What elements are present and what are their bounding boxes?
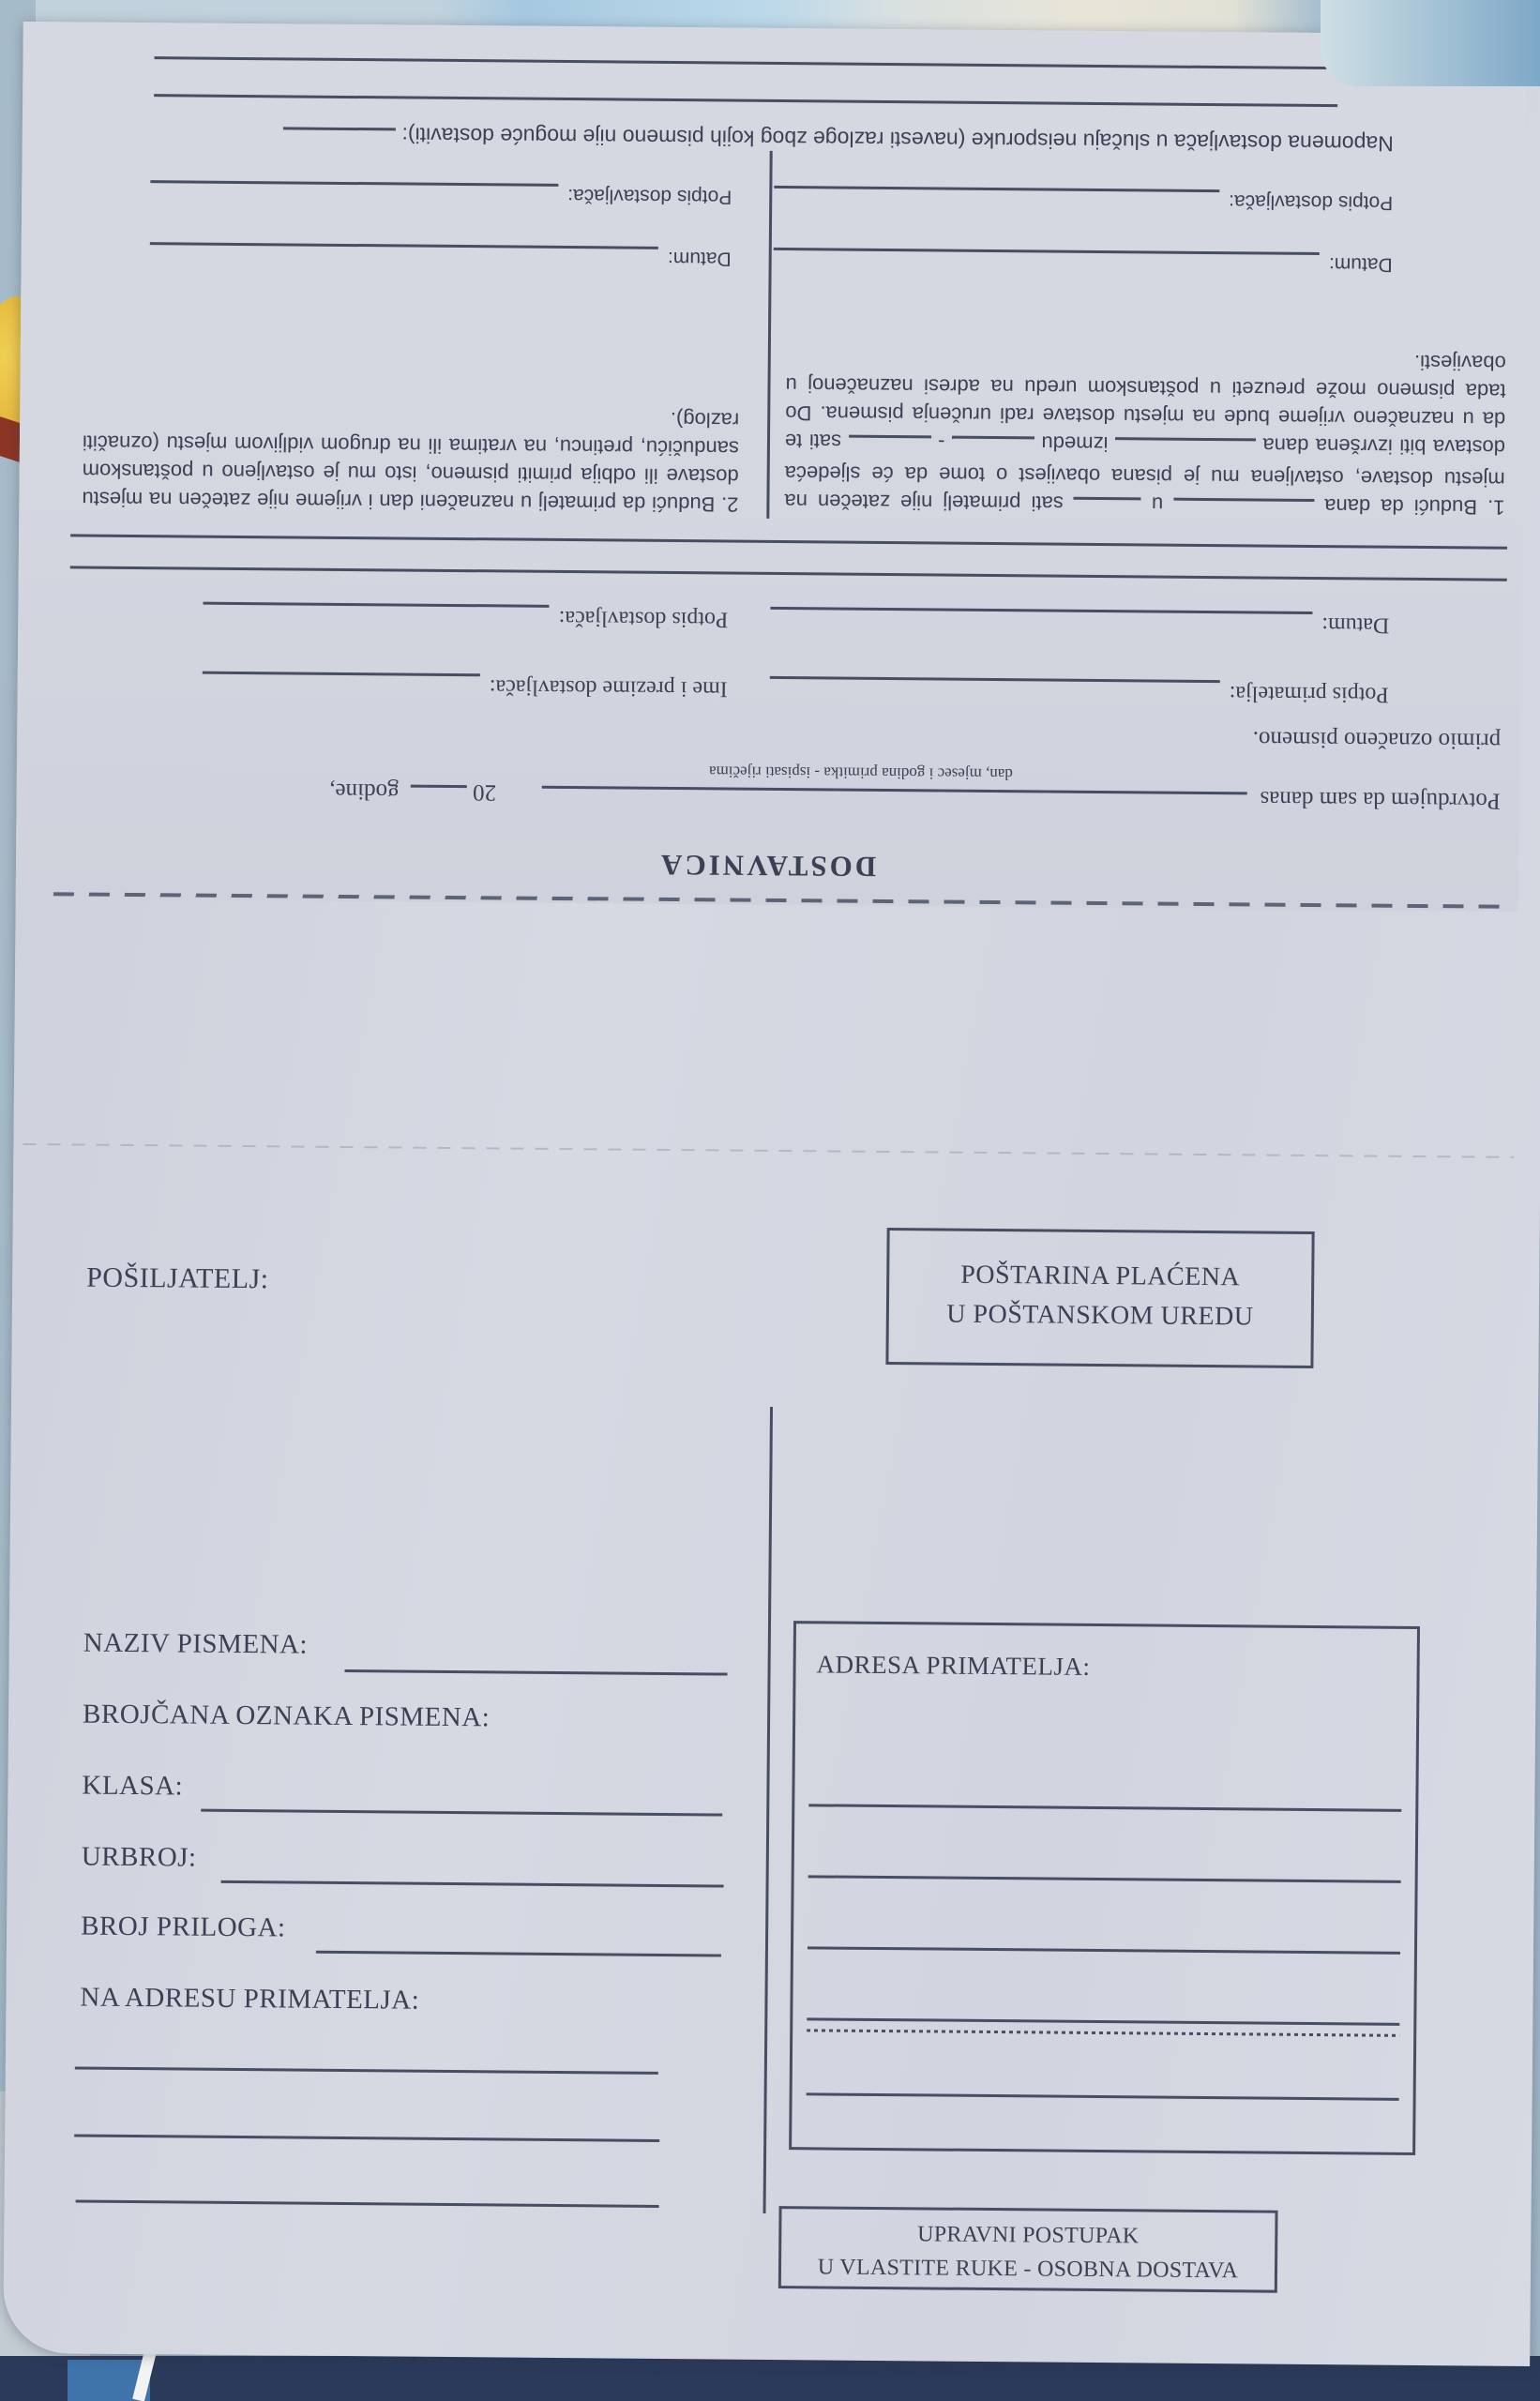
note1-text: sati primatelj nije zatečen na mjestu dostave, ostavljena mu je pisana obavijest o tome da će sljedeća dostava biti izvršena dana xyxy=(784,433,1506,516)
na-adresu-label: NA ADRESU PRIMATELJA: xyxy=(80,1982,420,2016)
form-title: DOSTAVNICA xyxy=(657,848,877,883)
ime-prezime-label: Ime i prezime dostavljača: xyxy=(489,674,728,702)
napomena-writing-line xyxy=(155,56,1338,69)
broj-priloga-line xyxy=(316,1951,721,1957)
year-prefix: 20 xyxy=(472,778,497,806)
front-column-divider xyxy=(763,1407,774,2213)
datum-blank xyxy=(150,242,659,270)
potpis-dostavljaca-blank xyxy=(774,186,1219,213)
note-2: 2. Budući da primatelj u naznačeni dan i vrijeme nije zatečen na mjestu dostave ili odbija primiti pismeno, isto mu je ostavljeno u poštanskom sandučiću, pretincu, na vratima ili na drugom vidljivom mjestu (označiti razlog). xyxy=(82,407,740,517)
napomena-blank xyxy=(283,127,396,153)
fold-crease-line xyxy=(23,1143,1514,1158)
napomena-row xyxy=(34,119,1394,162)
handling-line2: U VLASTITE RUKE - OSOBNA DOSTAVA xyxy=(817,2255,1239,2284)
potpis-dostavljaca-blank xyxy=(203,601,550,630)
posiljatelj-label: POŠILJATELJ: xyxy=(86,1261,269,1295)
address-writing-line xyxy=(74,2135,659,2142)
recipient-dotted-line xyxy=(807,2029,1399,2037)
potpis-dostavljaca-blank xyxy=(150,180,558,207)
klasa-label: KLASA: xyxy=(82,1770,184,1802)
potpis-dostavljaca-label: Potpis dostavljača: xyxy=(567,184,732,208)
handling-line1: UPRAVNI POSTUPAK xyxy=(917,2222,1140,2249)
separator-line xyxy=(70,534,1507,549)
note1-from-blank xyxy=(952,435,1034,461)
potpis-dostavljaca-row-receipt xyxy=(203,601,728,632)
date-hint-label: dan, mjesec i godina primitka - ispisati riječima xyxy=(708,763,1013,784)
postage-paid-box xyxy=(885,1228,1314,1368)
confirm-row xyxy=(28,763,1501,822)
note1-to-blank xyxy=(848,434,930,460)
postage-line2: U POŠTANSKOM UREDU xyxy=(946,1299,1254,1332)
urbroj-label: URBROJ: xyxy=(81,1841,197,1873)
datum-row-receipt xyxy=(770,607,1389,639)
naziv-pismena-label: NAZIV PISMENA: xyxy=(83,1627,309,1660)
adresa-primatelja-box xyxy=(789,1621,1420,2155)
naziv-pismena-line xyxy=(345,1669,728,1676)
datum-row-left xyxy=(774,248,1393,277)
recipient-line xyxy=(808,1946,1400,1955)
note-1 xyxy=(784,342,1506,525)
recipient-line xyxy=(808,1875,1401,1883)
brojcana-oznaka-label: BROJČANA OZNAKA PISMENA: xyxy=(82,1699,491,1733)
adresa-primatelja-label: ADRESA PRIMATELJA: xyxy=(816,1650,1091,1681)
datum-label: Datum: xyxy=(1328,253,1393,276)
datum-label: Datum: xyxy=(1321,612,1390,638)
year-blank xyxy=(411,784,467,812)
address-writing-line xyxy=(76,2200,659,2208)
recipient-line xyxy=(807,2092,1399,2101)
note1-hour-blank xyxy=(1074,497,1141,522)
datum-row-right xyxy=(150,242,732,270)
note1-text: 1. Budući da dana xyxy=(1324,493,1505,520)
broj-priloga-label: BROJ PRILOGA: xyxy=(81,1910,286,1943)
napomena-label: Napomena dostavljača u slučaju neisporuke (navesti razloge zbog kojih pismeno nije moguće dostaviti): xyxy=(401,123,1394,157)
envelope-paper xyxy=(3,22,1540,2366)
receipt-date-blank xyxy=(541,786,1246,820)
ime-prezime-blank xyxy=(203,671,480,700)
address-writing-line xyxy=(75,2067,658,2075)
recipient-line xyxy=(808,1804,1401,1812)
note1-text: izmedu xyxy=(1041,431,1109,456)
potpis-primatelja-row xyxy=(770,676,1389,708)
klasa-line xyxy=(201,1809,722,1817)
datum-label: Datum: xyxy=(667,247,732,270)
year-suffix: godine, xyxy=(329,778,400,805)
potpis-primatelja-label: Potpis primatelja: xyxy=(1229,681,1389,707)
background-sky-patch-right xyxy=(1321,0,1540,86)
napomena-writing-line xyxy=(154,94,1337,107)
urbroj-line xyxy=(221,1880,724,1888)
potpis-primatelja-blank xyxy=(770,676,1220,706)
note1-text: - xyxy=(938,430,945,455)
datum-blank xyxy=(770,607,1312,638)
confirm-line2: primio označeno pismeno. xyxy=(1252,726,1502,754)
recipient-line xyxy=(807,2017,1399,2026)
potpis-dostavljaca-label: Potpis dostavljača: xyxy=(558,605,729,632)
potpis-dostavljaca-row-right xyxy=(150,180,732,208)
separator-line xyxy=(70,566,1507,581)
notes-column-divider xyxy=(766,151,772,519)
postage-line1: POŠTARINA PLAĆENA xyxy=(960,1260,1241,1292)
ime-prezime-row xyxy=(203,671,728,702)
handling-box xyxy=(778,2206,1278,2293)
potpis-dostavljaca-row-left xyxy=(774,186,1393,215)
note1-date-blank xyxy=(1173,498,1314,523)
confirm-prefix-label: Potvrdujem da sam danas xyxy=(1260,786,1501,814)
datum-blank xyxy=(774,248,1321,276)
note1-nextdate-blank xyxy=(1115,437,1256,462)
dostavnica-back-form xyxy=(16,22,1526,912)
note1-text: sati te da u naznačeno vrijeme bude na mjestu dostave radi uručenja pismena. Do tada pismeno može preuzeti u poštanskom uredu na adresi naznačenoj u obavijesti. xyxy=(784,350,1506,454)
potpis-dostavljaca-label: Potpis dostavljača: xyxy=(1229,190,1394,214)
note1-text: u xyxy=(1151,492,1164,517)
